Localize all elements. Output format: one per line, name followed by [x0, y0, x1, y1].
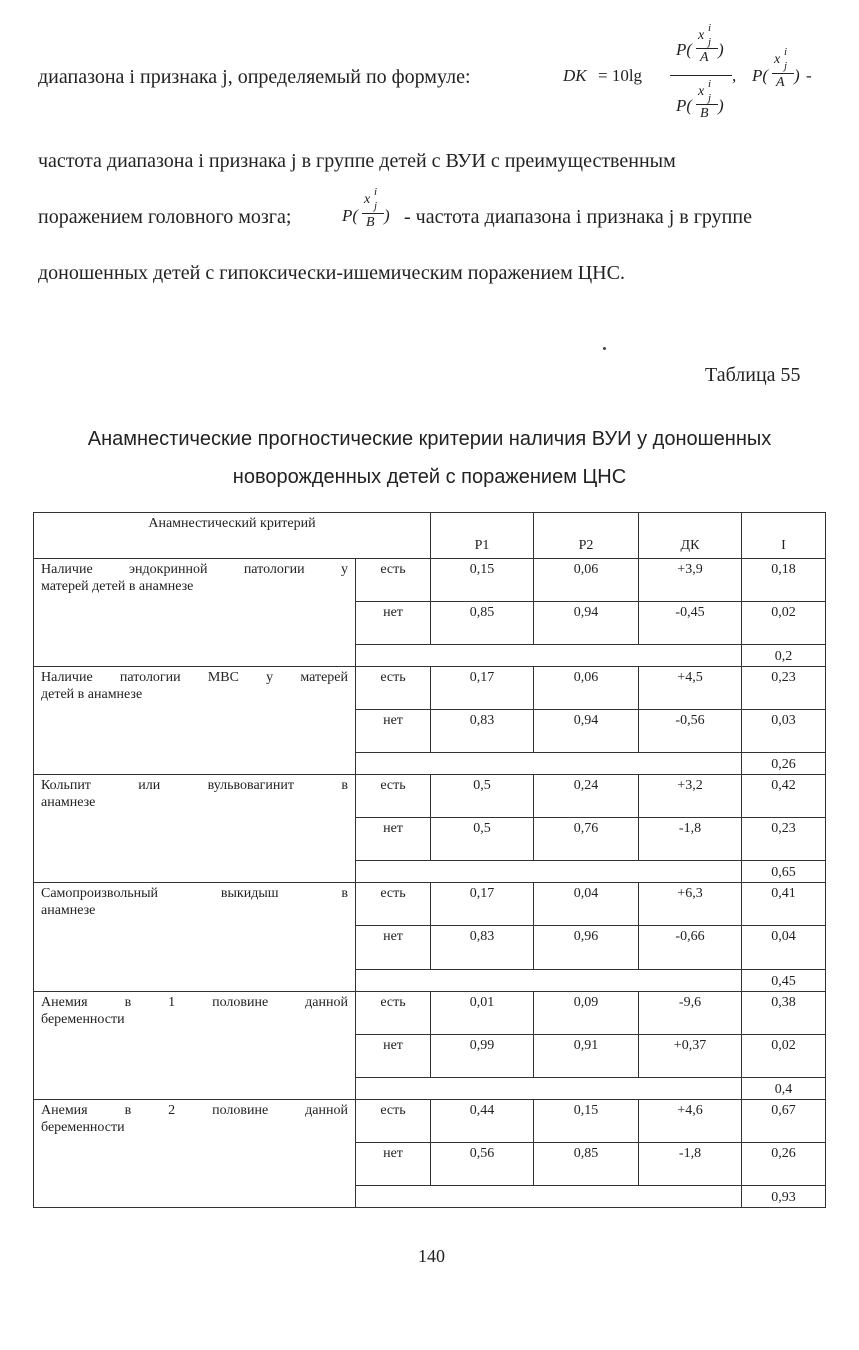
no-p1: 0,99 — [431, 1034, 534, 1077]
yes-p1: 0,17 — [431, 667, 534, 710]
yes-p2: 0,06 — [534, 559, 639, 602]
formula-denominator — [676, 78, 726, 126]
no-i: 0,23 — [742, 818, 826, 861]
pb-sub: j — [374, 200, 378, 212]
table-row-yes — [34, 559, 826, 602]
yes-label: есть — [356, 1099, 431, 1142]
criterion-text-2: детей в анамнезе — [41, 687, 143, 703]
no-p1: 0,83 — [431, 926, 534, 969]
criterion-cell — [34, 991, 356, 1099]
table-row-yes — [34, 667, 826, 710]
no-i: 0,03 — [742, 710, 826, 753]
table-row-yes — [34, 883, 826, 926]
pa-p: P( — [752, 66, 769, 85]
header-i: I — [742, 513, 826, 559]
yes-label: есть — [356, 559, 431, 602]
no-i: 0,04 — [742, 926, 826, 969]
yes-p1: 0,15 — [431, 559, 534, 602]
yes-i: 0,42 — [742, 775, 826, 818]
criterion-cell — [34, 883, 356, 991]
table-row-yes — [34, 1099, 826, 1142]
header-p1: P1 — [431, 513, 534, 559]
yes-dk: +4,5 — [639, 667, 742, 710]
num-sup: i — [708, 22, 712, 34]
no-p2: 0,91 — [534, 1034, 639, 1077]
no-p2: 0,94 — [534, 710, 639, 753]
total-spacer — [356, 753, 742, 775]
no-dk: -1,8 — [639, 1142, 742, 1185]
total-spacer — [356, 645, 742, 667]
dk-formula — [558, 22, 748, 130]
yes-i: 0,38 — [742, 991, 826, 1034]
pa-dash: - — [806, 66, 812, 85]
criterion-text-2: беременности — [41, 1011, 125, 1027]
criterion-text: Кольпит или вульвовагинит в — [41, 778, 348, 794]
no-label: нет — [356, 710, 431, 753]
table-row-yes — [34, 991, 826, 1034]
no-label: нет — [356, 818, 431, 861]
p-b-symbol — [342, 188, 402, 244]
intro-line-1-text: диапазона i признака j, определяемый по формуле: — [38, 66, 471, 88]
yes-label: есть — [356, 883, 431, 926]
no-i: 0,26 — [742, 1142, 826, 1185]
intro-line-1 — [38, 66, 471, 88]
total-i: 0,4 — [742, 1077, 826, 1099]
pa-a: A — [776, 75, 785, 90]
num-inner-line — [696, 48, 718, 49]
pa-sup: i — [784, 46, 788, 58]
yes-dk: -9,6 — [639, 991, 742, 1034]
total-i: 0,45 — [742, 969, 826, 991]
yes-label: есть — [356, 991, 431, 1034]
yes-p2: 0,15 — [534, 1099, 639, 1142]
total-i: 0,93 — [742, 1185, 826, 1207]
yes-p2: 0,04 — [534, 883, 639, 926]
no-i: 0,02 — [742, 1034, 826, 1077]
criterion-cell — [34, 559, 356, 667]
p-a-symbol — [752, 40, 822, 100]
criterion-text-2: беременности — [41, 1119, 125, 1135]
yes-p1: 0,01 — [431, 991, 534, 1034]
no-p2: 0,76 — [534, 818, 639, 861]
total-spacer — [356, 1077, 742, 1099]
no-label: нет — [356, 1142, 431, 1185]
yes-i: 0,23 — [742, 667, 826, 710]
table-title-line-2: новорожденных детей с поражением ЦНС — [232, 466, 627, 488]
den-x: x — [698, 84, 705, 99]
no-p2: 0,96 — [534, 926, 639, 969]
yes-label: есть — [356, 775, 431, 818]
yes-p2: 0,24 — [534, 775, 639, 818]
no-p1: 0,56 — [431, 1142, 534, 1185]
den-b: B — [700, 106, 709, 121]
formula-main-line — [670, 75, 732, 76]
criteria-table — [33, 512, 826, 1208]
yes-p1: 0,44 — [431, 1099, 534, 1142]
intro-line-4: доношенных детей с гипоксически-ишемическим поражением ЦНС. — [38, 262, 625, 284]
den-inner-line — [696, 104, 718, 105]
num-a: A — [700, 50, 709, 65]
num-p: P( — [676, 40, 693, 59]
yes-dk: +3,2 — [639, 775, 742, 818]
criterion-text-2: анамнезе — [41, 903, 96, 919]
table-header-row — [34, 513, 826, 559]
no-p1: 0,85 — [431, 602, 534, 645]
header-criterion: Анамнестический критерий — [34, 513, 431, 559]
pb-x: x — [364, 192, 371, 207]
no-dk: -0,66 — [639, 926, 742, 969]
no-label: нет — [356, 1034, 431, 1077]
total-spacer — [356, 861, 742, 883]
den-close: ) — [718, 96, 724, 115]
intro-line-2: частота диапазона i признака j в группе детей с ВУИ с преимущественным — [38, 150, 676, 172]
criterion-text: Наличие патологии МВС у матерей — [41, 670, 348, 686]
yes-i: 0,18 — [742, 559, 826, 602]
criterion-cell — [34, 1099, 356, 1207]
formula-numerator — [676, 22, 726, 68]
num-close: ) — [718, 40, 724, 59]
no-dk: +0,37 — [639, 1034, 742, 1077]
header-dk: ДК — [639, 513, 742, 559]
num-x: x — [698, 28, 705, 43]
no-label: нет — [356, 926, 431, 969]
no-p2: 0,85 — [534, 1142, 639, 1185]
yes-p1: 0,5 — [431, 775, 534, 818]
pb-p: P( — [342, 206, 359, 225]
den-p: P( — [676, 96, 693, 115]
den-sub: j — [708, 92, 712, 104]
table-row-yes — [34, 775, 826, 818]
intro-line-3b: - частота диапазона i признака j в группе — [404, 206, 752, 228]
no-p1: 0,83 — [431, 710, 534, 753]
yes-dk: +6,3 — [639, 883, 742, 926]
no-dk: -0,56 — [639, 710, 742, 753]
criterion-text: Наличие эндокринной патологии у — [41, 562, 348, 578]
yes-dk: +4,6 — [639, 1099, 742, 1142]
pb-close: ) — [384, 206, 390, 225]
total-i: 0,2 — [742, 645, 826, 667]
yes-dk: +3,9 — [639, 559, 742, 602]
table-title-line-1: Анамнестические прогностические критерии наличия ВУИ у доношенных — [87, 428, 772, 450]
total-spacer — [356, 1185, 742, 1207]
num-sub: j — [708, 36, 712, 48]
yes-i: 0,67 — [742, 1099, 826, 1142]
criterion-cell — [34, 667, 356, 775]
criterion-cell — [34, 775, 356, 883]
pa-close: ) — [794, 66, 800, 85]
no-p1: 0,5 — [431, 818, 534, 861]
page-number: 140 — [418, 1246, 445, 1266]
pa-x: x — [774, 52, 781, 67]
criterion-text: Анемия в 1 половине данной — [41, 994, 348, 1010]
intro-line-3a: поражением головного мозга; — [38, 206, 292, 228]
header-p2: P2 — [534, 513, 639, 559]
formula-comma: , — [732, 66, 737, 85]
no-label: нет — [356, 602, 431, 645]
criterion-text: Самопроизвольный выкидыш в — [41, 886, 348, 902]
pa-inner-line — [772, 73, 794, 74]
pb-sup: i — [374, 186, 378, 198]
yes-i: 0,41 — [742, 883, 826, 926]
total-i: 0,26 — [742, 753, 826, 775]
no-p2: 0,94 — [534, 602, 639, 645]
table-label: Таблица 55 — [705, 364, 801, 386]
no-dk: -0,45 — [639, 602, 742, 645]
criterion-text-2: анамнезе — [41, 795, 96, 811]
den-sup: i — [708, 78, 712, 90]
criterion-text: Анемия в 2 половине данной — [41, 1102, 348, 1118]
yes-p1: 0,17 — [431, 883, 534, 926]
pb-b: B — [366, 215, 375, 230]
criterion-text-2: матерей детей в анамнезе — [41, 579, 194, 595]
total-spacer — [356, 969, 742, 991]
no-dk: -1,8 — [639, 818, 742, 861]
yes-p2: 0,06 — [534, 667, 639, 710]
pb-inner-line — [362, 213, 384, 214]
total-i: 0,65 — [742, 861, 826, 883]
formula-eq: = 10lg — [598, 66, 643, 85]
pa-sub: j — [784, 60, 788, 72]
no-i: 0,02 — [742, 602, 826, 645]
scan-speck — [603, 347, 606, 350]
yes-label: есть — [356, 667, 431, 710]
formula-lhs: DK — [563, 66, 587, 85]
yes-p2: 0,09 — [534, 991, 639, 1034]
